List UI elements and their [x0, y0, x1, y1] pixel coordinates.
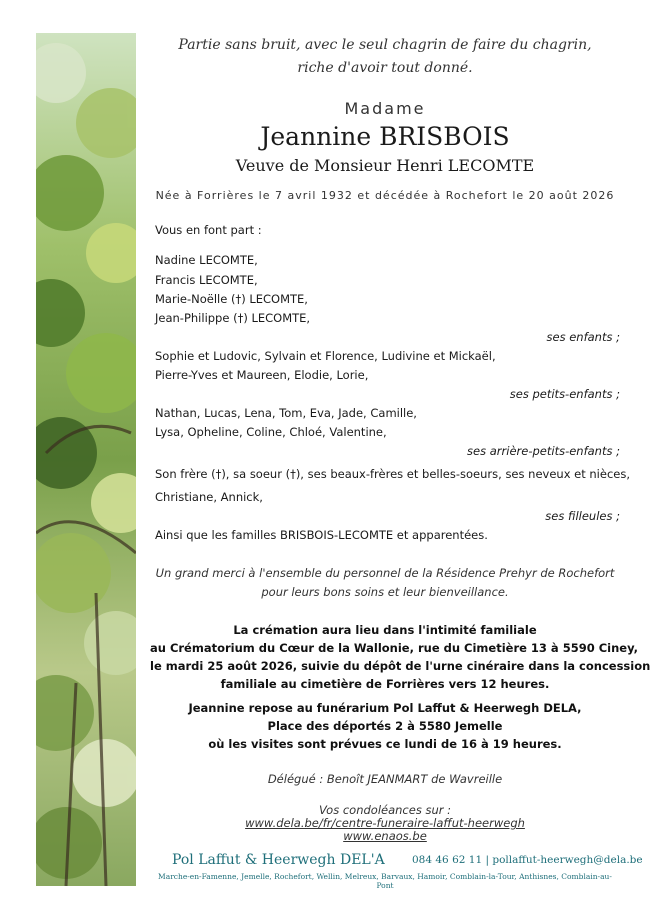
announce-text: Vous en font part :	[155, 223, 262, 237]
salutation: Madame	[344, 99, 426, 118]
grandchildren-role: ses petits-enfants ;	[509, 387, 620, 401]
condolences-label: Vos condoléances sur :	[318, 803, 452, 817]
quote-line-1: Partie sans bruit, avec le seul chagrin de faire du chagrin,	[178, 37, 592, 53]
cremation-line-1: La crémation aura lieu dans l'intimité familiale	[233, 623, 537, 637]
rest-line-2: Place des déportés 2 à 5580 Jemelle	[267, 719, 503, 733]
cremation-line-2: au Crématorium du Cœur de la Wallonie, rue du Cimetière 13 à 5590 Ciney,	[150, 641, 639, 655]
deceased-name: Jeannine BRISBOIS	[260, 122, 510, 151]
families-line: Ainsi que les familles BRISBOIS-LECOMTE et apparentées.	[155, 528, 488, 542]
rest-line-3: où les visites sont prévues ce lundi de 16 à 19 heures.	[208, 737, 562, 751]
grandchildren-line: Pierre-Yves et Maureen, Elodie, Lorie,	[155, 368, 369, 382]
phone-number[interactable]: 084 46 62 11	[412, 854, 483, 866]
grandchildren-line: Sophie et Ludovic, Sylvain et Florence, Ludivine et Mickaël,	[155, 349, 496, 363]
cremation-line-4: familiale au cimetière de Forrières vers 12 heures.	[220, 677, 550, 691]
goddaughters-line: Christiane, Annick,	[155, 490, 263, 504]
children-role: ses enfants ;	[546, 330, 620, 344]
tree-canopy-photo	[36, 33, 136, 886]
thanks-line-2: pour leurs bons soins et leur bienveillance.	[261, 585, 509, 599]
funeral-home-brand: Pol Laffut & Heerwegh DEL'A	[172, 852, 385, 868]
great-grandchildren-role: ses arrière-petits-enfants ;	[467, 444, 620, 458]
siblings-line: Son frère (†), sa soeur (†), ses beaux-frères et belles-soeurs, ses neveux et nièces,	[155, 467, 630, 481]
rest-line-1: Jeannine repose au funérarium Pol Laffut & Heerwegh DELA,	[188, 701, 582, 715]
child-name: Francis LECOMTE,	[155, 273, 258, 287]
condolences-link-dela[interactable]: www.dela.be/fr/centre-funeraire-laffut-heerwegh	[245, 816, 525, 830]
funeral-home-locations: Marche-en-Famenne, Jemelle, Rochefort, Wellin, Melreux, Barvaux, Hamoir, Comblain-la-Tour, Anthisnes, Comblain-au-Pont	[158, 872, 612, 890]
email-address[interactable]: pollaffut-heerwegh@dela.be	[492, 854, 643, 866]
delegate-line: Délégué : Benoît JEANMART de Wavreille	[267, 772, 503, 786]
great-grandchildren-line: Nathan, Lucas, Lena, Tom, Eva, Jade, Camille,	[155, 406, 417, 420]
child-name: Jean-Philippe (†) LECOMTE,	[155, 311, 311, 325]
goddaughters-role: ses filleules ;	[545, 509, 620, 523]
opening-quote	[150, 34, 620, 80]
contact-separator: |	[485, 854, 490, 866]
widow-of: Veuve de Monsieur Henri LECOMTE	[235, 156, 535, 175]
child-name: Nadine LECOMTE,	[155, 253, 258, 267]
child-name: Marie-Noëlle (†) LECOMTE,	[155, 292, 308, 306]
great-grandchildren-line: Lysa, Opheline, Coline, Chloé, Valentine,	[155, 425, 387, 439]
quote-line-2: riche d'avoir tout donné.	[297, 60, 473, 76]
condolences-link-enaos[interactable]: www.enaos.be	[343, 829, 427, 843]
funeral-home-contact	[412, 854, 643, 866]
birth-death-dates: Née à Forrières le 7 avril 1932 et décédée à Rochefort le 20 août 2026	[155, 189, 615, 202]
cremation-line-3: le mardi 25 août 2026, suivie du dépôt de l'urne cinéraire dans la concession	[150, 659, 650, 673]
thanks-line-1: Un grand merci à l'ensemble du personnel de la Résidence Prehyr de Rochefort	[155, 566, 615, 580]
